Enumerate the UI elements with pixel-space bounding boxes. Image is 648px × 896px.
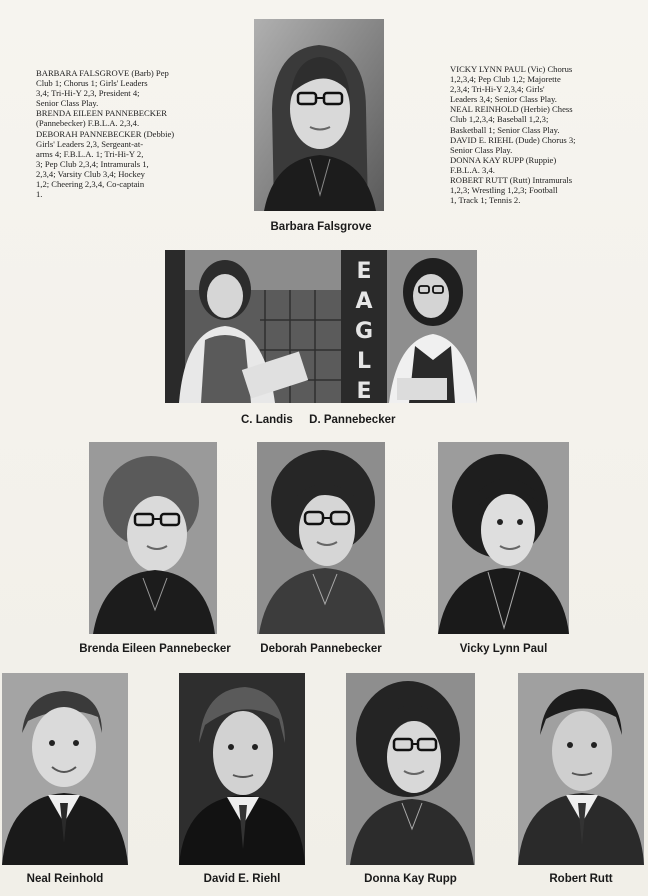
candid-sign-letters — [355, 259, 373, 403]
caption-donna-kay-rupp: Donna Kay Rupp — [364, 873, 457, 885]
caption-c-landis: C. Landis — [241, 414, 293, 426]
caption-vicky-lynn-paul: Vicky Lynn Paul — [459, 643, 548, 655]
portrait-neal-reinhold — [2, 673, 128, 865]
caption-robert-rutt: Robert Rutt — [549, 873, 613, 885]
caption-neal-reinhold: Neal Reinhold — [26, 873, 104, 885]
svg-text:A: A — [355, 289, 373, 314]
bio-right-column: VICKY LYNN PAUL (Vic) Chorus 1,2,3,4; Pep Club 1,2; Majorette 2,3,4; Tri-Hi-Y 2,3,4; Girls' Leaders 3,4; Senior Class Play. NEAL REINHOLD (Herbie) Chess Club 1,2,3,4; Baseball 1,2,3; Basketball 1; Senior Class Play. DAVID E. RIEHL (Dude) Chorus 3; Senior Class Play. DONNA KAY RUPP (Ruppie) F.B.L.A. 3,4. ROBERT RUTT (Rutt) Intramurals 1,2,3; Wrestling 1,2,3; Football 1, Track 1; Tennis 2. — [450, 64, 576, 206]
caption-barbara-falsgrove: Barbara Falsgrove — [270, 221, 372, 233]
candid-photo-d-pannebecker — [341, 250, 477, 403]
portrait-deborah-pannebecker — [257, 442, 385, 634]
caption-deborah-pannebecker: Deborah Pannebecker — [260, 643, 382, 655]
candid-photo-c-landis — [165, 250, 341, 403]
svg-text:E: E — [356, 379, 372, 403]
portrait-vicky-lynn-paul — [438, 442, 569, 634]
svg-text:L: L — [356, 349, 372, 374]
portrait-brenda-eileen-pannebecker — [89, 442, 217, 634]
caption-david-e-riehl: David E. Riehl — [203, 873, 281, 885]
caption-d-pannebecker: D. Pannebecker — [309, 414, 396, 426]
caption-candid-group — [241, 414, 401, 426]
svg-text:G: G — [354, 319, 374, 344]
portrait-barbara-falsgrove — [254, 19, 384, 211]
portrait-donna-kay-rupp — [346, 673, 475, 865]
caption-brenda-eileen-pannebecker: Brenda Eileen Pannebecker — [79, 643, 231, 655]
portrait-robert-rutt — [518, 673, 644, 865]
svg-text:E: E — [356, 259, 372, 284]
portrait-david-e-riehl — [179, 673, 305, 865]
bio-left-column: BARBARA FALSGROVE (Barb) Pep Club 1; Chorus 1; Girls' Leaders 3,4; Tri-Hi-Y 2,3, President 4; Senior Class Play. BRENDA EILEEN PANNEBECKER (Pannebecker) F.B.L.A. 2,3,4. DEBORAH PANNEBECKER (Debbie) Girls' Leaders 2,3, Sergeant-at- arms 4; F.B.L.A. 1; Tri-Hi-Y 2, 3; Pep Club 2,3,4; Intramurals 1, 2,3,4; Varsity Club 3,4; Hockey 1,2; Cheering 2,3,4, Co-captain 1. — [36, 68, 175, 200]
